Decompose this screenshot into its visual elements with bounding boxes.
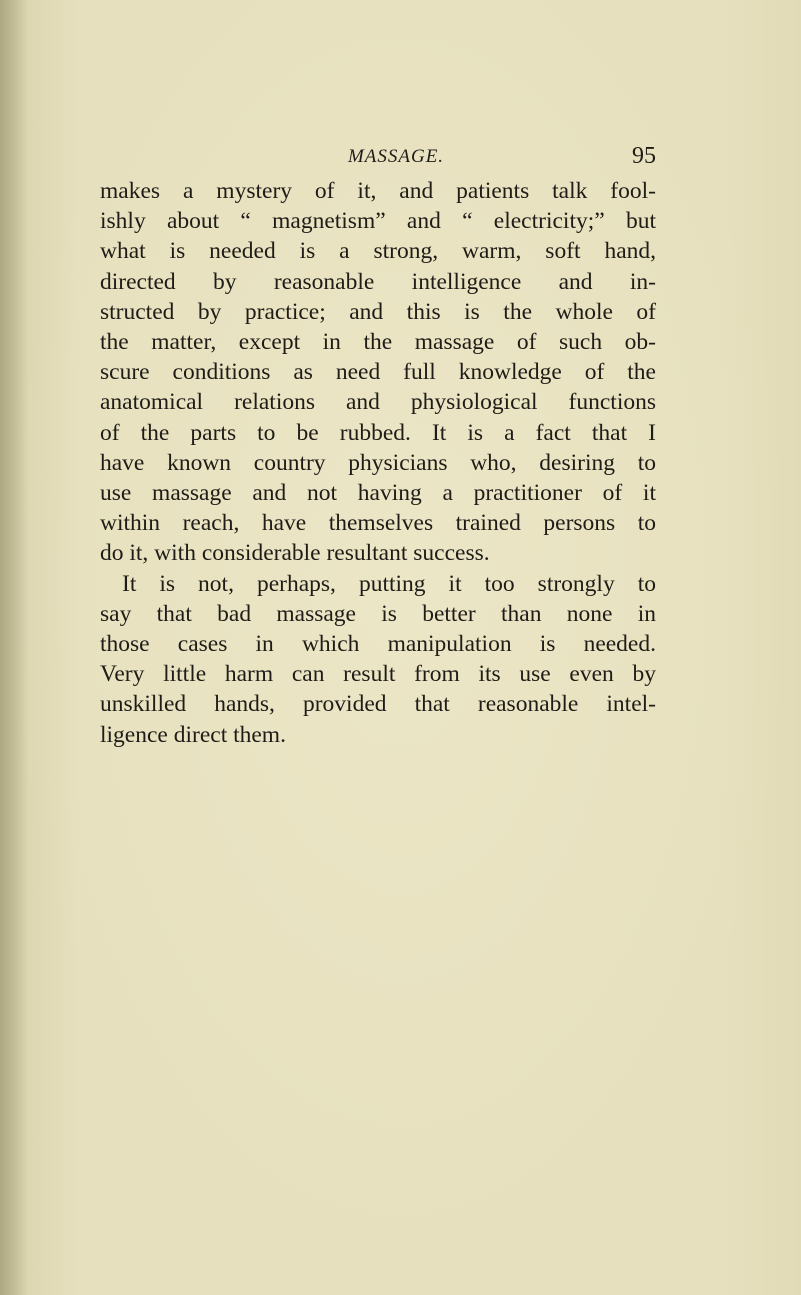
text-line: those cases in which manipulation is needed. [100,631,656,658]
text-line: Very little harm can result from its use even by [100,661,656,688]
text-line: ligence direct them. [100,721,286,748]
text-line: have known country physicians who, desiring to [100,449,656,476]
text-line: unskilled hands, provided that reasonable intel- [100,691,656,718]
running-head [100,143,656,176]
text-line: structed by practice; and this is the whole of [100,298,656,325]
page-number: 95 [632,143,656,169]
text-line: ishly about “ magnetism” and “ electricity;” but [100,208,656,235]
text-line: say that bad massage is better than none in [100,600,656,627]
text-line: do it, with considerable resultant success. [100,540,490,567]
text-line: scure conditions as need full knowledge of the [100,359,656,386]
text-line: the matter, except in the massage of such ob- [100,329,656,356]
text-line: It is not, perhaps, putting it too strongly to [122,570,656,597]
text-line: makes a mystery of it, and patients talk fool- [100,178,656,204]
text-line: what is needed is a strong, warm, soft hand, [100,238,656,265]
body-text [100,176,656,750]
text-line: use massage and not having a practitioner of it [100,480,656,507]
running-head-title: MASSAGE. [347,146,445,167]
page-gutter-shadow [0,0,28,1295]
text-line: of the parts to be rubbed. It is a fact that I [100,419,656,446]
text-line: directed by reasonable intelligence and in- [100,268,656,295]
text-line: within reach, have themselves trained persons to [100,510,656,537]
text-line: anatomical relations and physiological functions [100,389,656,416]
